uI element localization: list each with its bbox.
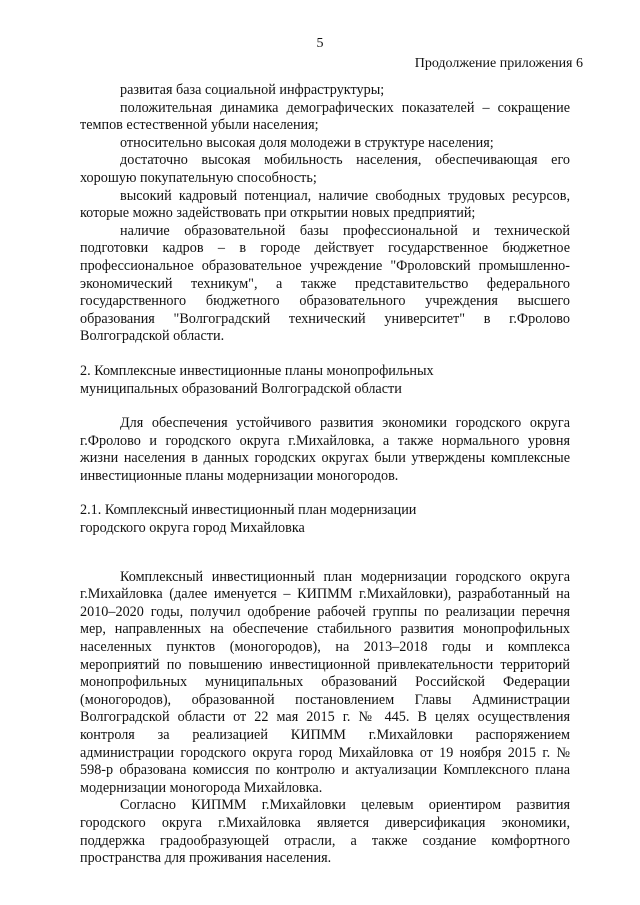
section-2-1-paragraph-2: Согласно КИПММ г.Михайловки целевым ориентиром развития городского округа г.Михайловка является диверсификация экономики, поддержка градообразующей отрасли, а также создание комфортного пространства для проживания населения. bbox=[80, 797, 570, 867]
section-2-1-heading-line1: 2.1. Комплексный инвестиционный план модернизации bbox=[80, 502, 417, 519]
list-item: положительная динамика демографических показателей – сокращение темпов естественной убыли населения; bbox=[80, 99, 570, 134]
section-2-1-heading-line2: городского округа город Михайловка bbox=[80, 520, 305, 537]
document-body bbox=[80, 82, 570, 868]
section-2-1-paragraph-1: Комплексный инвестиционный план модернизации городского округа г.Михайловка (далее именуется – КИПММ г.Михайловки), разработанный на 2010–2020 годы, получил одобрение рабочей группы по реализации перечня мер, направленных на обеспечение стабильного развития монопрофильных населенных пунктов (моногородов), на 2013–2018 годы и комплекса мероприятий по повышению инвестиционной привлекательности территорий монопрофильных муниципальных образований Российской Федерации (моногородов), образованной постановлением Главы Администрации Волгоградской области от 22 мая 2015 г. № 445. В целях осуществления контроля за реализацией КИПММ г.Михайловки распоряжением администрации городского округа город Михайловка от 19 ноября 2015 г. № 598-р образована комиссия по контролю и актуализации Комплексного плана модернизации моногорода Михайловка. bbox=[80, 568, 570, 796]
continuation-label: Продолжение приложения 6 bbox=[414, 56, 583, 71]
list-item: относительно высокая доля молодежи в структуре населения; bbox=[120, 134, 494, 151]
page-number: 5 bbox=[316, 36, 324, 51]
section-2-heading-line1: 2. Комплексные инвестиционные планы монопрофильных bbox=[80, 362, 434, 379]
section-2-paragraph: Для обеспечения устойчивого развития экономики городского округа г.Фролово и городского округа г.Михайловка, а также нормального уровня жизни населения в данных городских округах были утверждены комплексные инвестиционные планы модернизации моногородов. bbox=[80, 415, 570, 484]
section-2-heading-line2: муниципальных образований Волгоградской области bbox=[80, 380, 402, 397]
list-item: достаточно высокая мобильность населения, обеспечивающая его хорошую покупательную способность; bbox=[80, 152, 570, 186]
list-item: наличие образовательной базы профессиональной и технической подготовки кадров – в городе действует государственное бюджетное профессиональное образовательное учреждение "Фроловский промышленно-экономический техникум", а также представительство федерального государственного бюджетного образовательного учреждения высшего образования "Волгоградский технический университет" в г.Фролово Волгоградской области. bbox=[80, 222, 570, 345]
list-item: развитая база социальной инфраструктуры; bbox=[120, 82, 385, 98]
list-item: высокий кадровый потенциал, наличие свободных трудовых ресурсов, которые можно задействовать при открытии новых предприятий; bbox=[80, 187, 570, 222]
